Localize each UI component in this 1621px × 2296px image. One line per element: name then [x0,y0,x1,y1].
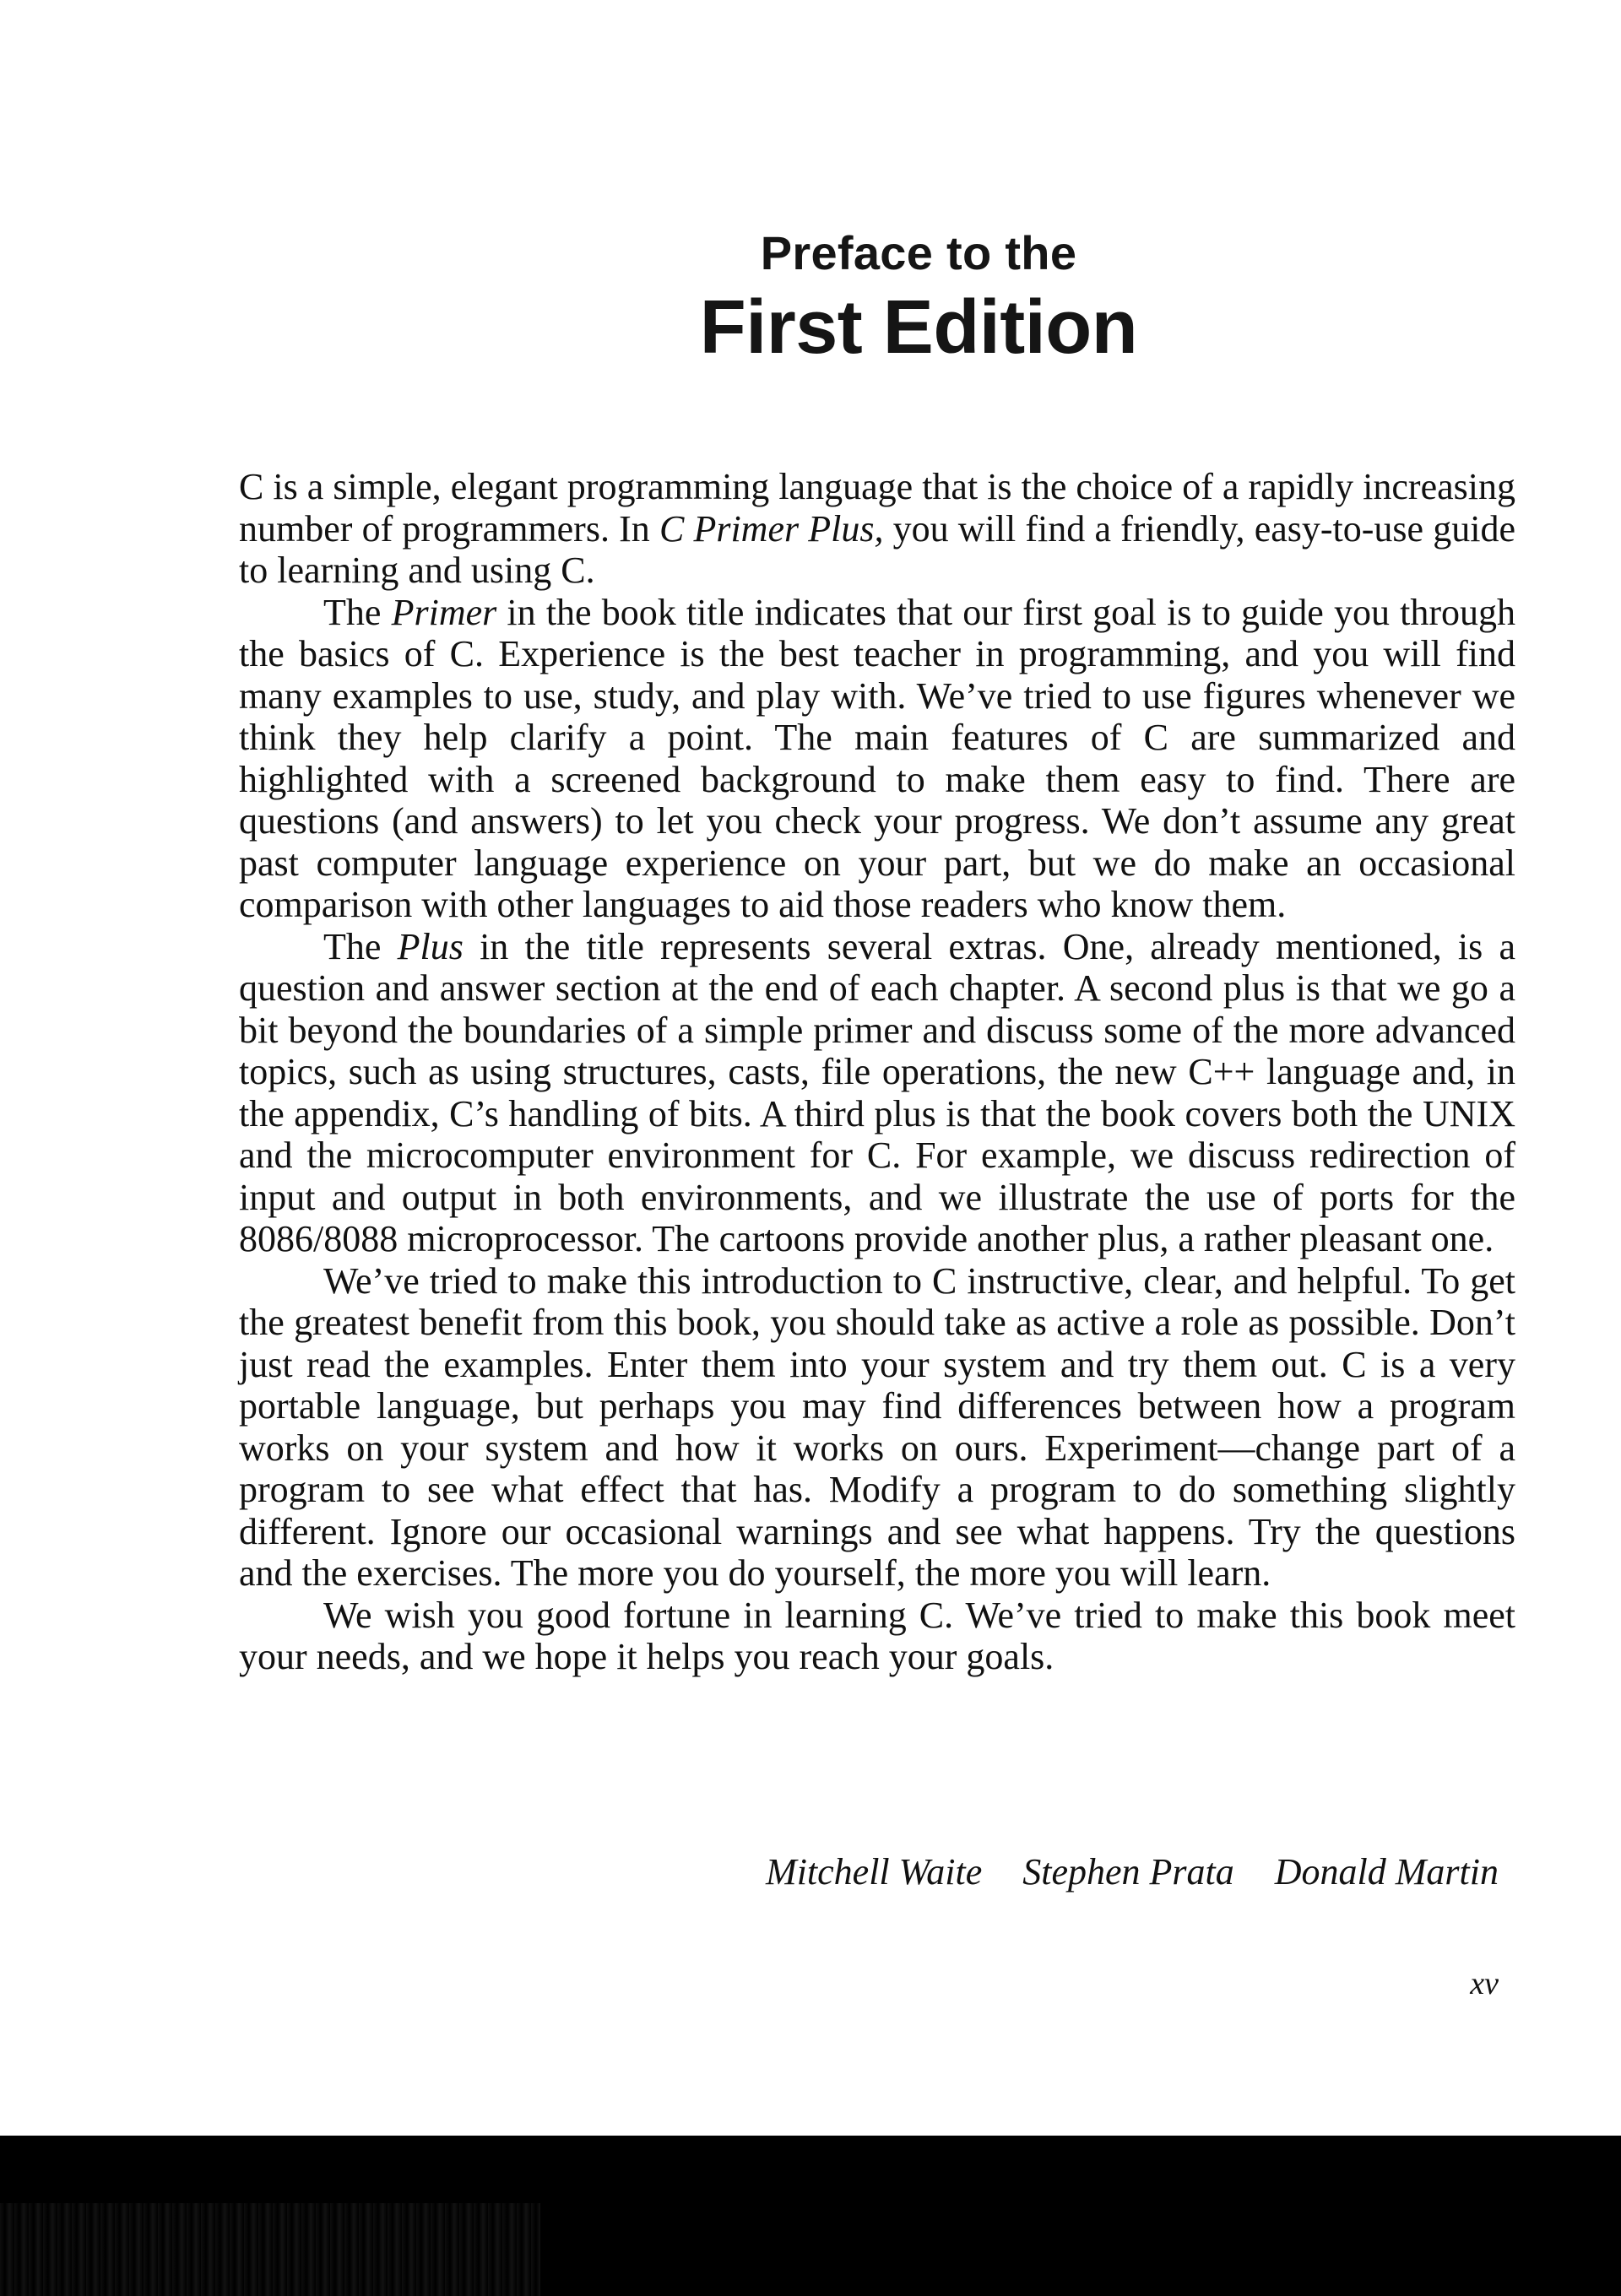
preface-body [239,466,1515,1678]
paragraph-text: The [323,591,392,633]
paragraph [239,592,1515,926]
paragraph-text: We’ve tried to make this introduction to C instructive, clear, and helpful. To get the greatest benefit from this book, you should take as active a role as possible. Don’t just read the examples. Enter them into your system and try them out. C is a very portable language, but perhaps you may find differences between how a program works on your system and how it works on ours. Experiment—change part of a program to see what effect that has. Modify a program to do something slightly different. Ignore our occasional warnings and see what happens. Try the questions and the exercises. The more you do yourself, the more you will learn. [239,1259,1515,1594]
chapter-heading [657,221,1180,370]
paragraph-text: in the book title indicates that our first goal is to guide you through the basics of C. Experience is the best teacher in programming, and you will find many examples to use, study, and play with. We’ve tried to use figures whenever we think they help clarify a point. The main features of C are summarized and highlighted with a screened background to make them easy to find. There are questions (and answers) to let you check your progress. We don’t assume any great past computer language experience on your part, but we do make an occasional comparison with other languages to aid those readers who know them. [239,591,1515,925]
paragraph-text: you will find a friendly, easy-to-use guide to learning and using C. [239,507,1515,591]
italic-term: Primer [391,591,497,633]
italic-term: Plus [397,925,464,967]
paragraph [239,466,1515,592]
paragraph [239,1260,1515,1595]
page-number: xv [1470,1966,1499,2001]
heading-subtitle: Preface to the [760,226,1077,279]
paragraph-text: The [323,925,398,967]
paragraph-text: C is a simple, elegant programming language that is the choice of a rapidly increasing number of programmers. In [239,466,1515,550]
paragraph [239,926,1515,1260]
paragraph-text: in the title represents several extras. One, already mentioned, is a question and answer section at the end of each chapter. A second plus is that we go a bit beyond the boundaries of a simple primer and discuss some of the more advanced topics, such as using structures, casts, file operations, the new C++ language and, in the appendix, C’s handling of bits. A third plus is that the book covers both the UNIX and the microcomputer environment for C. For example, we discuss redirection of input and output in both environments, and we illustrate the use of ports for the 8086/8088 microprocessor. The cartoons provide another plus, a rather pleasant one. [239,925,1516,1259]
scan-edge-noise [0,2203,540,2296]
author-name: Mitchell Waite [766,1851,983,1893]
heading-title: First Edition [699,285,1138,370]
paragraph-text: We wish you good fortune in learning C. We’ve tried to make this book meet your needs, and we hope it helps you reach your goals. [239,1594,1515,1677]
author-name: Stephen Prata [1022,1851,1234,1893]
author-name: Donald Martin [1274,1851,1499,1893]
italic-term: C Primer Plus, [659,507,884,550]
author-signatures [591,1849,1499,1896]
paragraph [239,1595,1515,1678]
